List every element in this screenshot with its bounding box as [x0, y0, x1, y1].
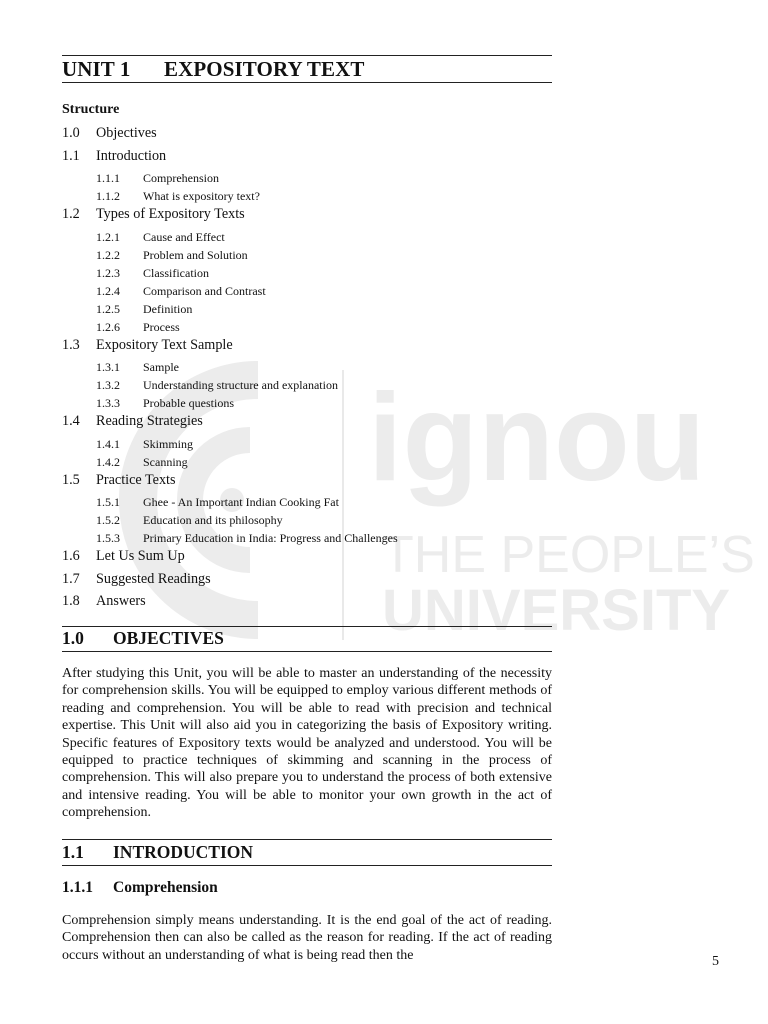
- toc-subitem: [62, 300, 552, 318]
- toc-subitem-label: Sample: [143, 360, 179, 374]
- toc-subitem: [62, 493, 552, 511]
- toc-item-label: Types of Expository Texts: [96, 206, 245, 222]
- toc-subitem: [62, 394, 552, 412]
- structure-label: Structure: [62, 102, 120, 117]
- toc-subitem-number: 1.2.3: [96, 265, 120, 280]
- toc-subitem-label: Comprehension: [143, 171, 219, 185]
- toc-subitem-number: 1.1.1: [96, 171, 120, 185]
- toc-subitem-number: 1.2.1: [96, 229, 120, 244]
- toc-subitem: [62, 246, 552, 264]
- introduction-number: 1.1: [62, 842, 84, 862]
- toc-item-number: 1.4: [62, 413, 80, 429]
- watermark-line2: UNIVERSITY: [382, 578, 731, 643]
- comprehension-title: Comprehension: [113, 879, 218, 896]
- table-of-contents: [62, 124, 552, 615]
- toc-item-number: 1.5: [62, 471, 80, 488]
- toc-subitem-number: 1.2.2: [96, 247, 120, 262]
- toc-subitem-number: 1.5.1: [96, 495, 120, 509]
- comprehension-number: 1.1.1: [62, 879, 93, 896]
- toc-item: [62, 147, 552, 170]
- toc-subitem: [62, 187, 552, 205]
- toc-item: [62, 547, 552, 570]
- toc-item-number: 1.0: [62, 125, 80, 141]
- toc-subitem-label: Cause and Effect: [143, 229, 225, 244]
- toc-subitem-number: 1.5.3: [96, 531, 120, 545]
- toc-item-number: 1.1: [62, 147, 80, 164]
- toc-subitem-label: Probable questions: [143, 396, 234, 410]
- watermark-brand: ignou: [368, 369, 706, 507]
- toc-item: [62, 412, 552, 435]
- watermark-line1: THE PEOPLE’S: [382, 526, 755, 584]
- toc-item: [62, 570, 552, 593]
- comprehension-heading: [62, 879, 218, 897]
- toc-item: [62, 205, 552, 228]
- toc-subitem: [62, 435, 552, 453]
- objectives-heading: [62, 628, 224, 649]
- toc-subitem-number: 1.3.1: [96, 360, 120, 374]
- toc-subitem-number: 1.1.2: [96, 189, 120, 203]
- comprehension-paragraph: Comprehension simply means understanding. It is the end goal of the act of reading. Comprehension then can also be called as the reason for reading. If the act of reading occurs without an understanding of what is being read then the: [62, 913, 552, 963]
- toc-subitem-label: Understanding structure and explanation: [143, 378, 338, 392]
- unit-title: [62, 57, 365, 82]
- toc-subitem: [62, 529, 552, 547]
- toc-subitem: [62, 264, 552, 282]
- introduction-title: INTRODUCTION: [113, 842, 254, 862]
- toc-subitem-number: 1.4.1: [96, 436, 120, 451]
- toc-item: [62, 471, 552, 494]
- toc-item-number: 1.6: [62, 548, 80, 564]
- toc-subitem-label: Education and its philosophy: [143, 513, 283, 527]
- toc-subitem: [62, 358, 552, 376]
- toc-item-label: Expository Text Sample: [96, 336, 233, 353]
- toc-subitem-number: 1.4.2: [96, 454, 120, 469]
- toc-subitem: [62, 511, 552, 529]
- toc-subitem: [62, 169, 552, 187]
- objectives-rule-top: [62, 626, 552, 627]
- toc-subitem-label: Process: [143, 319, 180, 334]
- objectives-rule-bottom: [62, 651, 552, 652]
- toc-subitem-number: 1.2.5: [96, 301, 120, 316]
- objectives-title: OBJECTIVES: [113, 628, 224, 648]
- toc-item-label: Practice Texts: [96, 471, 176, 488]
- toc-item: [62, 592, 552, 615]
- toc-subitem-number: 1.5.2: [96, 513, 120, 527]
- introduction-rule-bottom: [62, 865, 552, 866]
- toc-subitem-label: Primary Education in India: Progress and Challenges: [143, 531, 398, 545]
- title-rule-bottom: [62, 82, 552, 83]
- toc-subitem-number: 1.3.3: [96, 396, 120, 410]
- objectives-number: 1.0: [62, 628, 84, 648]
- toc-item-number: 1.8: [62, 593, 80, 609]
- toc-subitem-label: Problem and Solution: [143, 247, 248, 262]
- introduction-rule-top: [62, 839, 552, 840]
- toc-item-number: 1.3: [62, 336, 80, 353]
- toc-item-label: Reading Strategies: [96, 413, 203, 429]
- toc-subitem-label: Comparison and Contrast: [143, 283, 266, 298]
- toc-subitem: [62, 318, 552, 336]
- toc-subitem-number: 1.2.4: [96, 283, 120, 298]
- toc-item-number: 1.2: [62, 206, 80, 222]
- toc-item-number: 1.7: [62, 570, 80, 587]
- introduction-heading: [62, 842, 253, 863]
- toc-item-label: Introduction: [96, 147, 167, 164]
- toc-item: [62, 124, 552, 147]
- toc-subitem: [62, 228, 552, 246]
- toc-subitem-label: Classification: [143, 265, 209, 280]
- toc-item-label: Objectives: [96, 125, 157, 141]
- toc-item-label: Let Us Sum Up: [96, 548, 185, 564]
- toc-subitem-label: Scanning: [143, 454, 188, 469]
- toc-subitem-label: Skimming: [143, 436, 194, 451]
- toc-subitem-label: What is expository text?: [143, 189, 260, 203]
- page-number: 5: [712, 954, 719, 969]
- toc-subitem-number: 1.3.2: [96, 378, 120, 392]
- unit-number: UNIT 1: [62, 57, 131, 81]
- toc-subitem-number: 1.2.6: [96, 319, 120, 334]
- toc-item-label: Answers: [96, 593, 146, 609]
- toc-item-label: Suggested Readings: [96, 570, 211, 587]
- toc-subitem: [62, 376, 552, 394]
- toc-subitem: [62, 282, 552, 300]
- objectives-paragraph: After studying this Unit, you will be able to master an understanding of the necessity for comprehension skills. You will be equipped to employ various different methods of reading and comprehension. You will be able to read with precision and technical expertise. This Unit will also aid you in categorizing the basis of Expository writing. Specific features of Expository texts would be analyzed and understood. You will be equipped to practice techniques of skimming and scanning in the process of comprehension. This will also prepare you to understand the process of both extensive and intensive reading. You will be able to monitor your own growth in the act of comprehension.: [62, 666, 552, 821]
- toc-subitem-label: Ghee - An Important Indian Cooking Fat: [143, 495, 339, 509]
- toc-subitem-label: Definition: [143, 301, 193, 316]
- title-rule-top: [62, 55, 552, 56]
- toc-subitem: [62, 453, 552, 471]
- toc-item: [62, 336, 552, 359]
- unit-name: EXPOSITORY TEXT: [164, 57, 365, 81]
